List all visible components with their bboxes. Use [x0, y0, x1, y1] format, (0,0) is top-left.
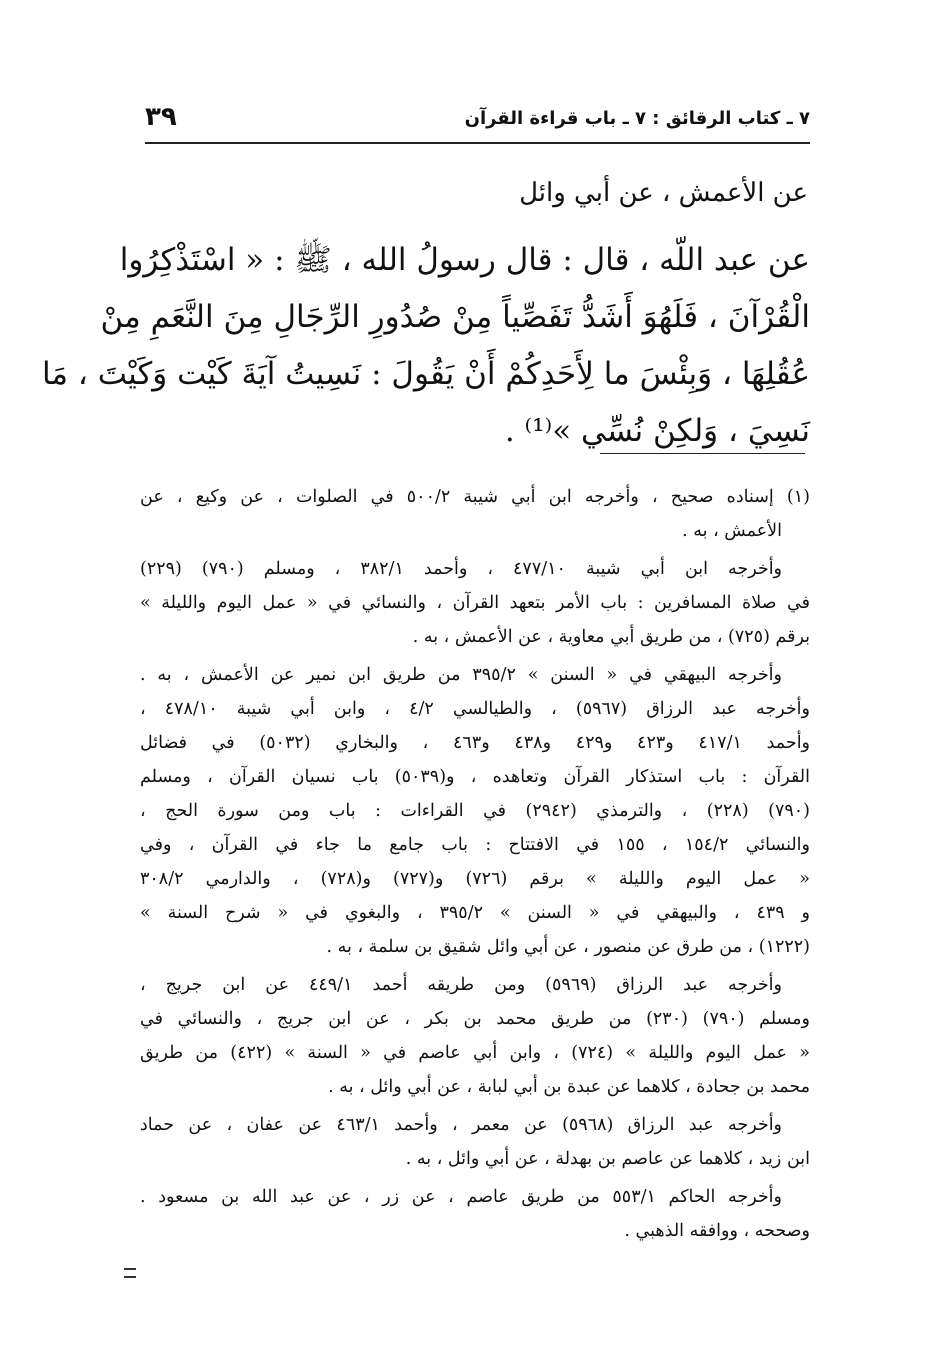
page-header	[145, 102, 810, 142]
footnote-paragraph	[140, 968, 810, 1104]
footnote-line: وأخرجه عبد الرزاق (٥٩٦٨) عن معمر ، وأحمد ٤٦٣/١ عن عفان ، عن حماد	[140, 1115, 783, 1135]
isnad-chain: عن الأعمش ، عن أبي وائل	[519, 178, 808, 208]
footnote-paragraph	[140, 552, 810, 654]
footnote-paragraph	[140, 1108, 810, 1176]
footnote-line: (١٢٢٢) ، من طرق عن منصور ، عن أبي وائل شقيق بن سلمة ، به .	[326, 937, 810, 957]
footnote-paragraph	[140, 1180, 810, 1248]
footnote-line: « عمل اليوم والليلة » برقم (٧٢٦) و(٧٢٧) و(٧٢٨) ، والدارمي ٣٠٨/٢	[140, 869, 810, 889]
footnote-separator	[600, 453, 805, 454]
header-rule	[145, 142, 810, 144]
footnote-line: « عمل اليوم والليلة » (٧٢٤) ، وابن أبي عاصم في « السنة » (٤٢٢) من طريق	[140, 1043, 810, 1063]
footnote-line: برقم (٧٢٥) ، من طريق أبي معاوية ، عن الأعمش ، به .	[412, 627, 810, 647]
footnote-line: (١) إسناده صحيح ، وأخرجه ابن أبي شيبة ٥٠٠/٢ في الصلوات ، عن وكيع ، عن	[140, 487, 810, 507]
footnote-line: القرآن : باب استذكار القرآن وتعاهده ، و(٥٠٣٩) باب نسيان القرآن ، ومسلم	[140, 767, 810, 787]
hadith-line: عُقُلِهَا ، وَبِئْسَ ما لِأَحَدِكُمْ أَنْ يَقُولَ : نَسِيتُ آيَةَ كَيْت وَكَيْتَ ، مَا	[41, 356, 810, 392]
footnote-line: والنسائي ١٥٤/٢ ، ١٥٥ في الافتتاح : باب جامع ما جاء في القرآن ، وفي	[140, 835, 810, 855]
footnote-line: وأخرجه عبد الرزاق (٥٩٦٩) ومن طريقه أحمد ٤٤٩/١ عن ابن جريج ،	[140, 975, 782, 995]
hadith-line: عن عبد اللّه ، قال : قال رسولُ الله ، ﷺ : « اسْتَذْكِرُوا	[119, 242, 810, 278]
footnote-line: ومسلم (٧٩٠) (٢٣٠) من طريق محمد بن بكر ، عن ابن جريج ، والنسائي في	[140, 1009, 811, 1029]
footnote-line: ابن زيد ، كلاهما عن عاصم بن بهدلة ، عن أبي وائل ، به .	[405, 1149, 810, 1169]
hadith-line: الْقُرْآنَ ، فَلَهُوَ أَشَدُّ تَفَصِّياً مِنْ صُدُورِ الرِّجَالِ مِنَ النَّعَمِ مِنْ	[100, 299, 810, 335]
margin-mark	[124, 1268, 136, 1278]
footnote-line: و ٤٣٩ ، والبيهقي في « السنن » ٣٩٥/٢ ، والبغوي في « شرح السنة »	[140, 903, 810, 923]
footnote-line: وأخرجه الحاكم ٥٥٣/١ من طريق عاصم ، عن زر ، عن عبد الله بن مسعود .	[140, 1187, 782, 1207]
footnote-paragraph	[140, 480, 810, 548]
footnote-line: في صلاة المسافرين : باب الأمر بتعهد القرآن ، والنسائي في « عمل اليوم والليلة »	[140, 593, 810, 613]
footnote-line: (٧٩٠) (٢٢٨) ، والترمذي (٢٩٤٢) في القراءات : باب ومن سورة الحج ،	[140, 801, 810, 821]
hadith-text	[41, 232, 810, 460]
footnotes	[140, 480, 810, 1252]
footnote-line: وأخرجه البيهقي في « السنن » ٣٩٥/٢ من طريق ابن نمير عن الأعمش ، به .	[140, 665, 782, 685]
footnote-line: محمد بن جحادة ، كلاهما عن عبدة بن أبي لبابة ، عن أبي وائل ، به .	[328, 1077, 810, 1097]
page-number: ٣٩	[145, 102, 177, 132]
footnote-paragraph	[140, 658, 810, 964]
footnote-line: وأخرجه ابن أبي شيبة ٤٧٧/١٠ ، وأحمد ٣٨٢/١ ، ومسلم (٧٩٠) (٢٢٩)	[140, 559, 783, 579]
hadith-line: نَسِيَ ، وَلكِنْ نُسِّي »⁽¹⁾ .	[504, 413, 810, 449]
footnote-line: وأخرجه عبد الرزاق (٥٩٦٧) ، والطيالسي ٤/٢ ، وابن أبي شيبة ٤٧٨/١٠ ،	[140, 699, 810, 719]
footnote-line: وصححه ، ووافقه الذهبي .	[624, 1221, 810, 1241]
footnote-line: وأحمد ٤١٧/١ و٤٢٣ و٤٢٩ و٤٣٨ و٤٦٣ ، والبخاري (٥٠٣٢) في فضائل	[140, 733, 811, 753]
footnote-line: الأعمش ، به .	[682, 521, 782, 541]
running-head: ٧ ـ كتاب الرقائق : ٧ ـ باب قراءة القرآن	[464, 108, 810, 129]
